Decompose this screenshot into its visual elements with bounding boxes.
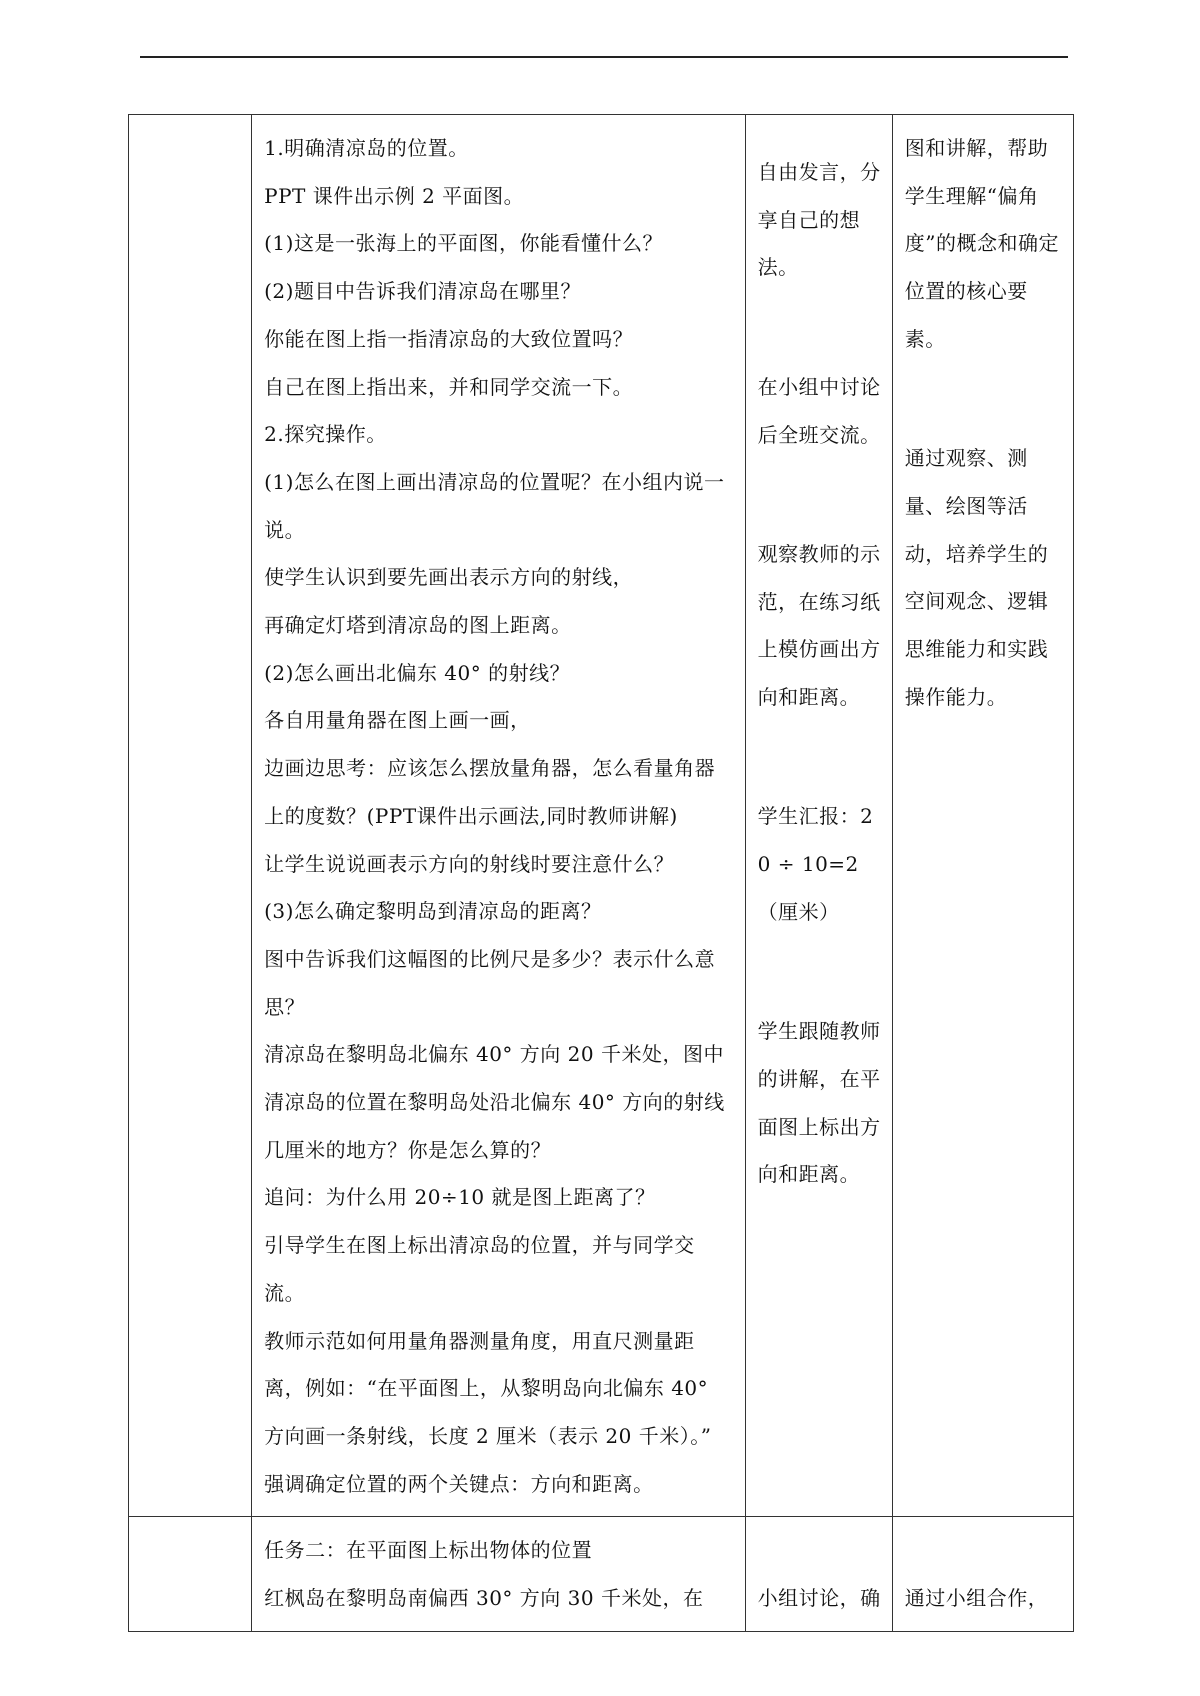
step-text: 让学生说说画表示方向的射线时要注意什么？ [264,851,675,876]
task-one-row [129,115,1074,1517]
design-intent-text: 通过小组合作， [904,1586,1049,1611]
design-intent-text: 图和讲解，帮助学生理解“偏角度”的概念和确定位置的核心要素。 [904,136,1060,351]
step-text: (1)怎么在图上画出清凉岛的位置呢？在小组内说一说。 [264,469,725,542]
header-rule [140,56,1068,58]
step-text: 图中告诉我们这幅图的比例尺是多少？表示什么意思？ [264,946,716,1019]
design-intent-cell [892,115,1073,1517]
step-text: (1)这是一张海上的平面图，你能看懂什么？ [264,231,663,256]
student-activity-text: 在小组中讨论后全班交流。 [757,374,881,447]
student-activity-text: 小组讨论，确 [757,1586,881,1611]
step-text: 强调确定位置的两个关键点：方向和距离。 [264,1471,654,1496]
step-text: (2)怎么画出北偏东 40° 的射线？ [264,660,571,685]
student-activity-text: 自由发言，分享自己的想法。 [757,160,881,280]
stage-cell [129,1517,252,1631]
task-two-row [129,1517,1074,1631]
student-activity-text: 观察教师的示范，在练习纸上模仿画出方向和距离。 [757,541,881,709]
step-text: 使学生认识到要先画出表示方向的射线， [264,565,634,590]
step-text: (2)题目中告诉我们清凉岛在哪里？ [264,279,581,304]
stage-cell [129,115,252,1517]
step-text: 追问：为什么用 20÷10 就是图上距离了？ [264,1185,656,1210]
lesson-table [128,114,1074,1632]
step-text: 引导学生在图上标出清凉岛的位置，并与同学交流。 [264,1233,695,1305]
student-activity-text: 学生跟随教师的讲解，在平面图上标出方向和距离。 [757,1019,881,1187]
step-text: 再确定灯塔到清凉岛的图上距离。 [264,613,572,638]
student-activity-text: 学生汇报：20 ÷ 10=2（厘米） [757,804,874,924]
step-text: 自己在图上指出来，并和同学交流一下。 [264,374,634,399]
step-text: 2.探究操作。 [264,422,387,447]
student-activity-cell [745,115,892,1517]
teacher-activity-cell [252,115,746,1517]
step-text: 各自用量角器在图上画一画， [264,708,531,733]
step-text: 你能在图上指一指清凉岛的大致位置吗？ [264,326,634,351]
design-intent-cell [892,1517,1073,1631]
step-text: (3)怎么确定黎明岛到清凉岛的距离？ [264,899,602,924]
task-two-text: 红枫岛在黎明岛南偏西 30° 方向 30 千米处，在 [264,1586,704,1611]
step-text: 1.明确清凉岛的位置。 [264,136,469,160]
step-text: PPT 课件出示例 2 平面图。 [264,183,525,208]
student-activity-cell [745,1517,892,1631]
design-intent-text: 通过观察、测量、绘图等活动，培养学生的空间观念、逻辑思维能力和实践操作能力。 [904,446,1049,709]
step-text: 清凉岛在黎明岛北偏东 40° 方向 20 千米处，图中清凉岛的位置在黎明岛处沿北偏东 40° 方向的射线几厘米的地方？你是怎么算的？ [264,1042,725,1162]
step-text: 教师示范如何用量角器测量角度，用直尺测量距离，例如：“在平面图上，从黎明岛向北偏东 40° 方向画一条射线，长度 2 厘米（表示 20 千米）。” [264,1328,712,1448]
step-text: 边画边思考：应该怎么摆放量角器，怎么看量角器上的度数？(PPT课件出示画法,同时教师讲解) [264,756,716,828]
task-two-title: 任务二：在平面图上标出物体的位置 [264,1538,593,1563]
teacher-activity-cell [252,1517,746,1631]
